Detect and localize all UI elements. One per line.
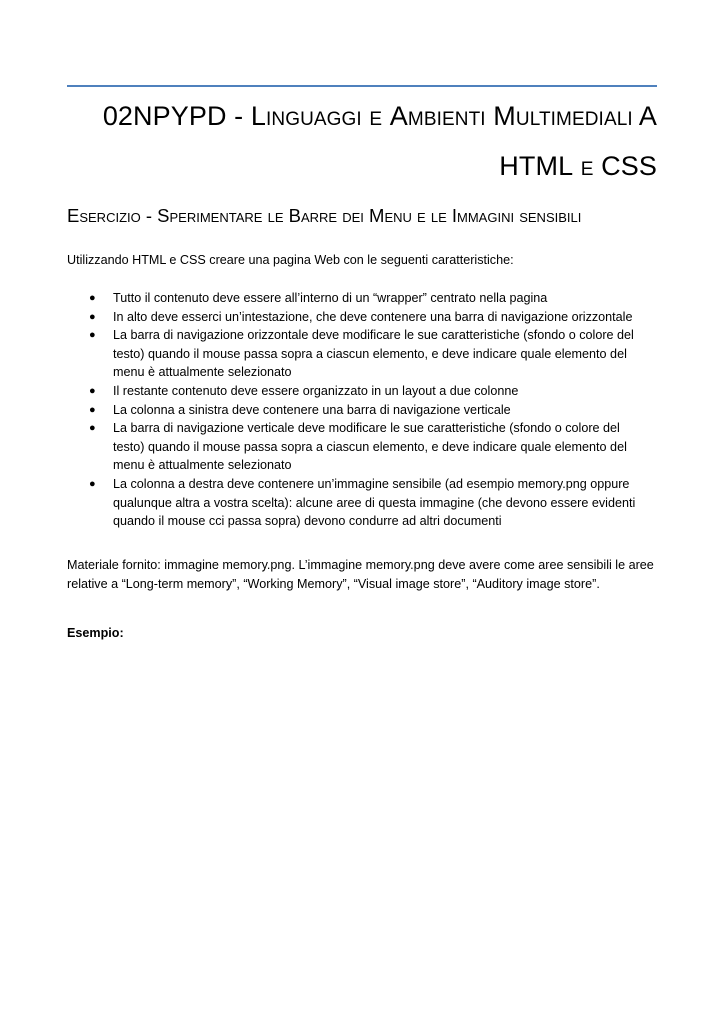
course-code: 02NPYPD - (102, 101, 251, 131)
header-rule (67, 85, 657, 87)
requirements-list (67, 289, 667, 531)
list-item (67, 308, 667, 327)
title-word-ambienti: mbienti (407, 101, 486, 131)
title-word-html: HTML (499, 151, 574, 181)
title-line-2 (499, 151, 657, 181)
title-cap-a: A (389, 101, 408, 131)
title-cap-l: L (250, 101, 266, 131)
title-cap-m: M (485, 101, 516, 131)
title-word-e-2: e (573, 151, 602, 181)
requirement-text: In alto deve esserci un’intestazione, che deve contenere una barra di navigazione orizzontale (113, 309, 633, 324)
title-word-linguaggi: inguaggi (266, 101, 362, 131)
bullet-icon: ● (89, 422, 96, 435)
bullet-icon: ● (89, 403, 96, 416)
example-label: Esempio: (67, 626, 124, 640)
requirement-text: Tutto il contenuto deve essere all’interno di un “wrapper” centrato nella pagina (113, 291, 548, 305)
title-word-e: e (361, 101, 390, 131)
bullet-icon: ● (89, 329, 96, 342)
list-item (67, 475, 667, 531)
title-word-css: CSS (601, 151, 657, 181)
list-item (67, 401, 667, 420)
list-item (67, 382, 667, 401)
title-word-a: A (632, 101, 657, 131)
requirement-text: La colonna a destra deve contenere un’immagine sensibile (ad esempio memory.png oppure qualunque altra a vostra scelta): alcune aree di questa immagine (che devono essere evidenti quando il mouse cci passa sopra) devono condurre ad altri documenti (113, 476, 636, 529)
materials-paragraph: Materiale fornito: immagine memory.png. L’immagine memory.png deve avere come aree sensibili le aree relative a “Long-term memory”, “Working Memory”, “Visual image store”, “Auditory image store”. (67, 558, 654, 591)
intro-paragraph: Utilizzando HTML e CSS creare una pagina Web con le seguenti caratteristiche: (67, 253, 514, 267)
list-item (67, 289, 667, 308)
requirement-text: La colonna a sinistra deve contenere una barra di navigazione verticale (113, 402, 511, 417)
document-title (67, 91, 657, 191)
requirement-text: La barra di navigazione verticale deve modificare le sue caratteristiche (sfondo o colore del testo) quando il mouse passa sopra a ciascun elemento, e deve indicare quale elemento del menu è attualmente selezionato (113, 421, 627, 473)
bullet-icon: ● (89, 310, 96, 323)
title-line-1 (103, 101, 657, 131)
title-word-multimediali: ultimediali (515, 101, 633, 131)
bullet-icon: ● (89, 384, 96, 397)
exercise-heading: Esercizio - Sperimentare le Barre dei Menu e le Immagini sensibili (67, 205, 582, 226)
list-item (67, 326, 667, 382)
bullet-icon: ● (89, 477, 96, 490)
list-item (67, 419, 667, 475)
bullet-icon: ● (89, 292, 96, 304)
requirement-text: La barra di navigazione orizzontale deve modificare le sue caratteristiche (sfondo o colore del testo) quando il mouse passa sopra a ciascun elemento, e deve indicare quale elemento del menu è attualmente selezionato (113, 328, 634, 380)
requirement-text: Il restante contenuto deve essere organizzato in un layout a due colonne (113, 383, 519, 398)
